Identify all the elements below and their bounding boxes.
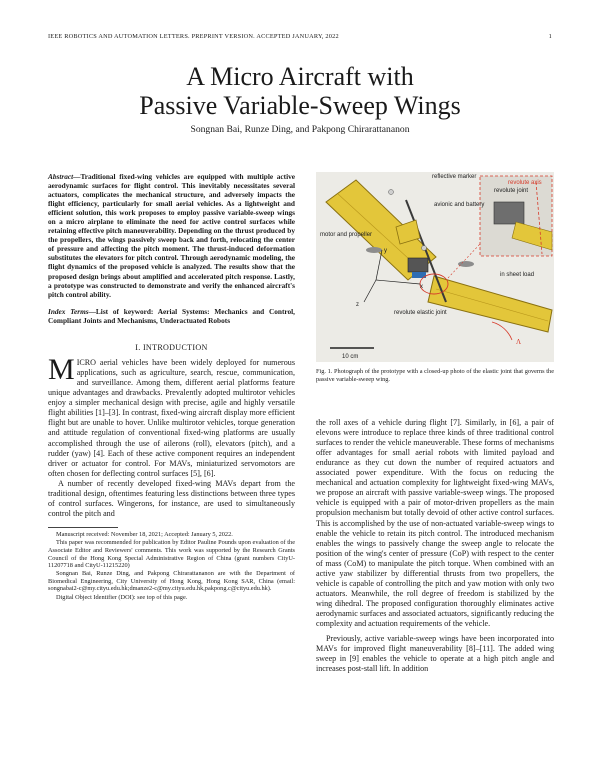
abstract-lead: Abstract xyxy=(48,172,74,181)
footnote-doi: Digital Object Identifier (DOI): see top of this page. xyxy=(56,593,188,601)
label-scale: 10 cm xyxy=(342,354,359,360)
intro-right-paragraph-1: the roll axes of a vehicle during flight [7]. Similarly, in [6], a pair of elevons were introduce to replace three kinds of three traditional control surfaces to render the vehicle maneuverable. These forms of mechanisms offer advantages for small aerial robots with limited payload and endurance as they cut down the number of required actuators and associated power expenditure. With the focus on reducing the mechanical and actuation complexity for lightweight fixed-wing MAVs, we propose an aircraft with passive variable-sweep wings. The proposed vehicle is equipped with a pair of motor-driven propellers as the main propulsion mechanism but totally devoid of other active control surfaces. This is accomplished by the use of non-actuated variable-sweep wings to enable the vehicle to retain its pitch control. The introduced mechanism enables the wings to passively change the sweep angle to relocate the position of the wing's center of pressure (CoP) with respect to the center of mass (CoM) to manipulate the pitch torque. When combined with an active yaw stabilizer by differential thrusts from two propellers, the vehicle is capable of controlling the pitch and yaw motion with only two actuators. Meanwhile, the roll degree of freedom is stabilized by the wing dihedral. The proposed configuration thoroughly eliminates active aerodynamic surfaces and associated actuators, significantly reducing the complexity and actuation requirements of the vehicle. xyxy=(316,417,554,629)
author-list: Songnan Bai, Runze Ding, and Pakpong Chirarattananon xyxy=(190,124,410,135)
footnote-received: Manuscript received: November 18, 2021; Accepted: January 5, 2022. xyxy=(56,531,233,539)
drop-cap: M xyxy=(48,352,75,386)
aircraft-photo-illustration xyxy=(316,172,554,362)
running-header xyxy=(48,33,552,43)
index-terms-text: —List of keyword: Aerial Systems: Mechanics and Control, Compliant Joints and Mechanisms, Underactuated Robots xyxy=(48,306,295,325)
title-line-2: Passive Variable-Sweep Wings xyxy=(139,91,461,120)
intro-right-paragraph-2: Previously, active variable-sweep wings have been incorporated into MAVs for improved flight maneuverability [8]–[11]. The added wing sweep in [9] enables the vehicle to operate at a high pitch angle and increases post-stall lift. In addition xyxy=(316,633,554,673)
label-motor-propeller: motor and propeller xyxy=(320,232,373,238)
propeller-left xyxy=(366,247,382,253)
paper-title xyxy=(0,62,600,120)
index-terms xyxy=(48,307,295,325)
label-wing-sheet: in sheet load xyxy=(500,272,535,278)
abstract xyxy=(48,172,295,299)
right-column xyxy=(316,172,554,674)
intro-paragraph-2: A number of recently developed fixed-wing MAVs depart from the traditional design, oftentimes featuring less distinctions between three types of control surfaces. Wingerons, for instance, are used to simultaneously control the pitch and xyxy=(48,478,295,519)
title-line-1: A Micro Aircraft with xyxy=(186,62,414,91)
page-number: 1 xyxy=(548,33,552,40)
left-column xyxy=(48,172,295,602)
footnote-recommended: This paper was recommended for publication by Editor Pauline Pounds upon evaluation of the Associate Editor and Reviewers' comments. This work was supported by the Research Grants Council of the Hong Kong Special Administrative Region of China (grant numbers CityU-11207718 and CityU-11215220) xyxy=(48,539,295,570)
label-sweep-angle: Λ xyxy=(516,338,522,346)
label-revolute-axis: revolute axis xyxy=(508,180,542,186)
avionics-box xyxy=(408,258,428,272)
label-elastic-joint: revolute elastic joint xyxy=(394,310,447,316)
intro-paragraph-1-text: ICRO aerial vehicles have been widely deployed for numerous applications, such as agriculture, search, rescue, communication, and surveillance. Among them, different aerial platforms feature unique advantages and drawbacks. Prevalently adopted multirotor vehicles enjoy a simpler mechanical design with precise, agile and highly versatile flight abilities [1]–[3]. In contrast, fixed-wing aircraft display more efficient flight but are unable to hover. Unlike multirotor vehicles, torque generation and attitude regulation of conventional fixed-wing platforms are usually accomplished through the use of ailerons (roll), elevators (pitch), and a rudder (yaw) [4]. Each of these active component requires an independent driver or actuator for control. For MAVs, miniaturized servomotors are often chosen for deflecting control surfaces [5], [6]. xyxy=(48,357,295,478)
label-axis-z: z xyxy=(356,302,359,308)
footnote-divider xyxy=(48,527,118,528)
label-revolute-joint: revolute joint xyxy=(494,188,529,194)
footnote-affiliation: Songnan Bai, Runze Ding, and Pakpong Chirarattananon are with the Department of Biomedical Engineering, City University of Hong Kong, Hong Kong SAR, China (email: songnabai2-c@my.cityu.edu.hk;dmanze2-c@my.cityu.edu.hk,pakpong.c@cityu.edu.hk). xyxy=(48,570,295,593)
label-axis-y: y xyxy=(384,248,387,254)
index-terms-lead: Index Terms xyxy=(48,306,89,316)
propeller-right xyxy=(458,261,474,267)
reflective-marker-1 xyxy=(389,190,394,195)
joint-closeup xyxy=(494,202,524,224)
label-reflective-marker: reflective marker xyxy=(432,174,477,180)
figure-1-caption: Fig. 1. Photograph of the prototype with a closed-up photo of the elastic joint that governs the passive variable-sweep wing. xyxy=(316,368,554,383)
reflective-marker-2 xyxy=(422,246,427,251)
label-axis-x: x xyxy=(420,284,423,290)
abstract-text: —Traditional fixed-wing vehicles are equipped with multiple active aerodynamic surfaces for flight control. This inevitably necessitates several actuators, complicates the mechanical structure, and adversely impacts the flight efficiency, particularly for small aerial vehicles. As a lightweight and efficient solution, this work proposes to employ passive variable-sweep wings on a micro airplane to eliminate the need for active control surfaces while retaining effective pitch maneuverability. Depending on the thrust produced by the propellers, the wings passively sweep back and forth, relocating the center of pressure and affecting the pitch moment. The thrust-induced deformation substitutes the elevators for pitch control. Through aerodynamic modeling, the flight dynamics of the proposed vehicle is analyzed. The results show that the proposed design brings about amplified and accelerated pitch response. Lastly, a prototype was constructed to demonstrate and verify the enhanced aircraft's pitch control ability. xyxy=(48,172,295,299)
intro-paragraph-1 xyxy=(48,352,295,479)
journal-header: IEEE ROBOTICS AND AUTOMATION LETTERS. PREPRINT VERSION. ACCEPTED JANUARY, 2022 xyxy=(48,33,339,40)
section-heading-introduction: I. INTRODUCTION xyxy=(135,342,208,352)
figure-1-photo xyxy=(316,172,554,362)
label-avionic-battery: avionic and battery xyxy=(434,202,485,208)
footnotes xyxy=(48,531,295,601)
